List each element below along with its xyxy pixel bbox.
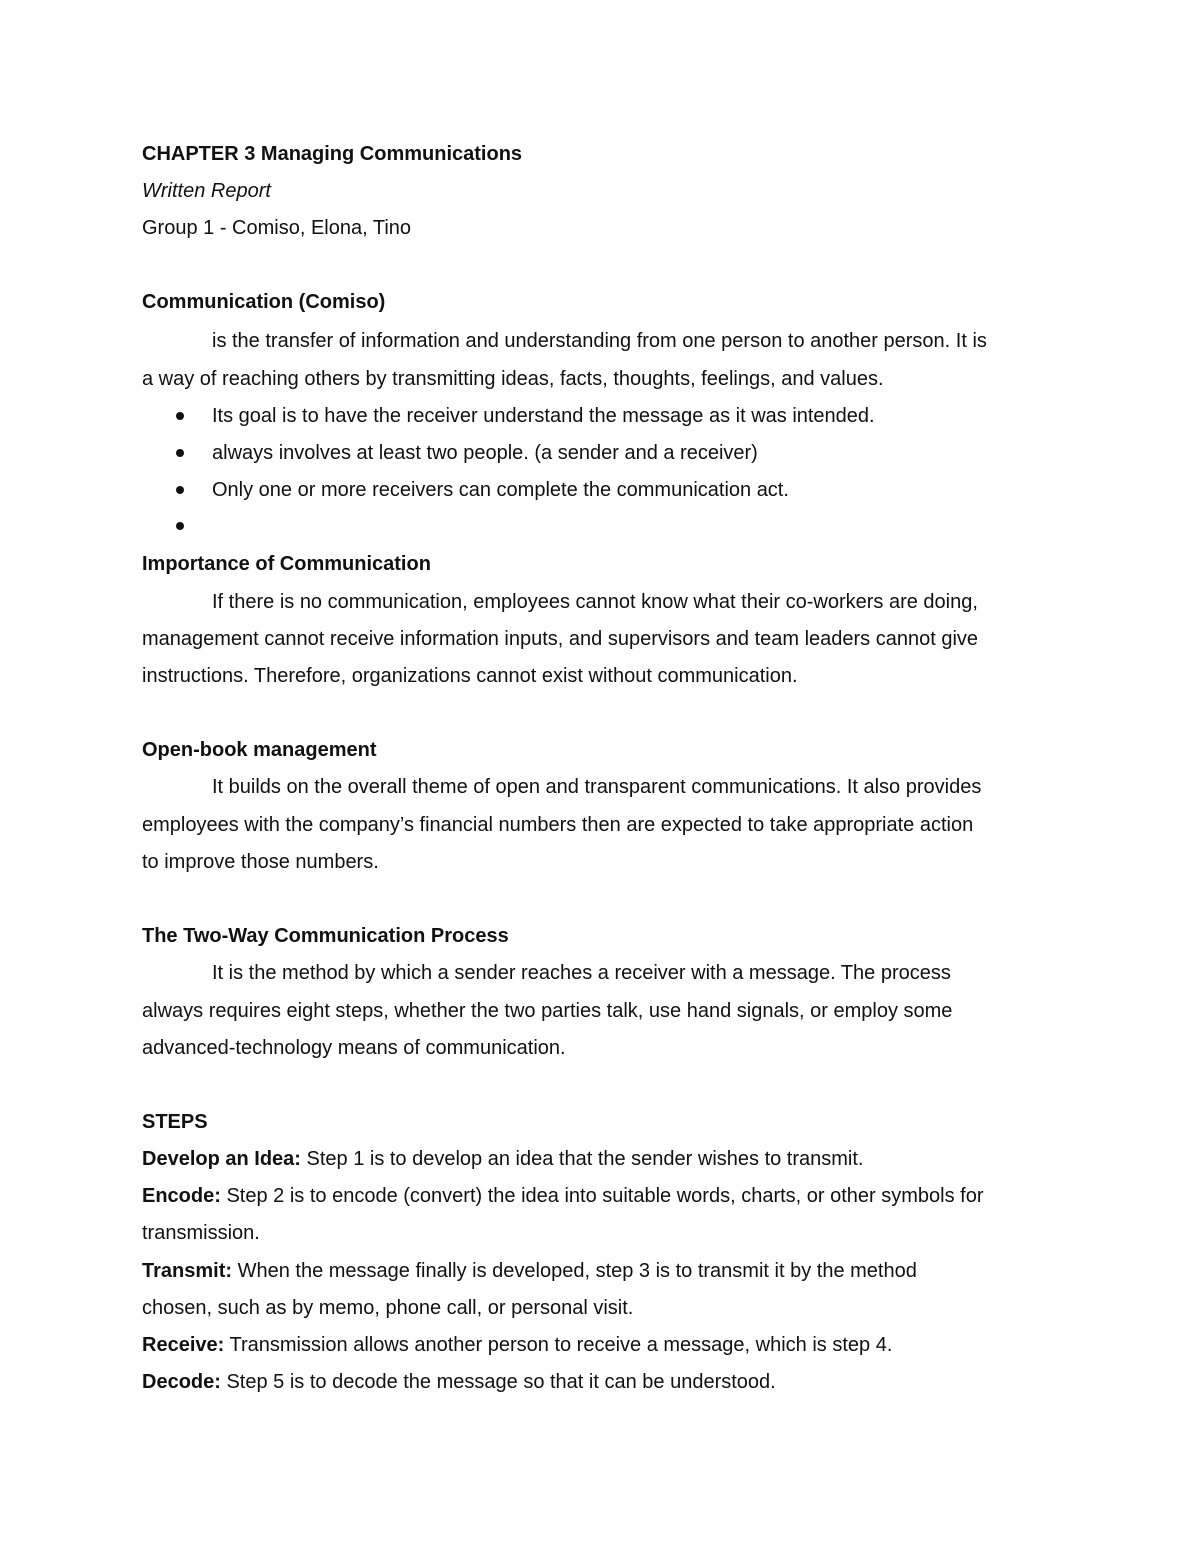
- step-text: chosen, such as by memo, phone call, or personal visit.: [142, 1297, 634, 1319]
- document-title: CHAPTER 3 Managing Communications: [142, 143, 523, 165]
- step-text: transmission.: [142, 1222, 260, 1244]
- bullet-icon: [176, 412, 184, 420]
- list-item-text: Its goal is to have the receiver understand the message as it was intended.: [212, 405, 875, 427]
- paragraph-line: It builds on the overall theme of open and transparent communications. It also provides: [212, 776, 982, 798]
- step-text: Step 2 is to encode (convert) the idea into suitable words, charts, or other symbols for: [220, 1185, 984, 1207]
- bullet-icon: [176, 486, 184, 494]
- step-term: Transmit:: [142, 1260, 233, 1282]
- paragraph-line: If there is no communication, employees cannot know what their co-workers are doing,: [212, 591, 978, 613]
- step-item: [142, 1370, 776, 1394]
- section-heading-steps: STEPS: [142, 1111, 208, 1133]
- bullet-icon: [176, 449, 184, 457]
- step-item: [142, 1333, 892, 1357]
- list-item-text: always involves at least two people. (a sender and a receiver): [212, 442, 758, 464]
- document-subtitle: Written Report: [142, 180, 271, 202]
- group-members: Group 1 - Comiso, Elona, Tino: [142, 217, 412, 239]
- step-item: [142, 1147, 864, 1171]
- paragraph-line: management cannot receive information inputs, and supervisors and team leaders cannot give: [142, 628, 979, 650]
- paragraph-line: is the transfer of information and understanding from one person to another person. It is: [212, 330, 987, 352]
- step-text: Step 5 is to decode the message so that it can be understood.: [220, 1371, 776, 1393]
- step-item: [142, 1259, 917, 1283]
- paragraph-line: employees with the company’s financial numbers then are expected to take appropriate action: [142, 814, 974, 836]
- step-item: [142, 1296, 633, 1320]
- step-item: [142, 1184, 984, 1208]
- step-term: Encode:: [142, 1185, 221, 1207]
- step-term: Develop an Idea:: [142, 1148, 301, 1170]
- section-heading-importance: Importance of Communication: [142, 553, 431, 575]
- paragraph-line: advanced-technology means of communication.: [142, 1037, 566, 1059]
- step-term: Receive:: [142, 1334, 225, 1356]
- paragraph-line: to improve those numbers.: [142, 851, 379, 873]
- step-term: Decode:: [142, 1371, 221, 1393]
- paragraph-line: always requires eight steps, whether the two parties talk, use hand signals, or employ some: [142, 1000, 953, 1022]
- list-item-text: Only one or more receivers can complete the communication act.: [212, 479, 789, 501]
- paragraph-line: It is the method by which a sender reaches a receiver with a message. The process: [212, 962, 951, 984]
- step-item: [142, 1221, 260, 1245]
- section-heading-communication: Communication (Comiso): [142, 291, 386, 313]
- section-heading-two-way: The Two-Way Communication Process: [142, 925, 509, 947]
- paragraph-line: instructions. Therefore, organizations cannot exist without communication.: [142, 665, 798, 687]
- step-text: Transmission allows another person to receive a message, which is step 4.: [224, 1334, 893, 1356]
- section-heading-open-book: Open-book management: [142, 739, 377, 761]
- step-text: Step 1 is to develop an idea that the sender wishes to transmit.: [300, 1148, 864, 1170]
- paragraph-line: a way of reaching others by transmitting ideas, facts, thoughts, feelings, and values.: [142, 368, 884, 390]
- step-text: When the message finally is developed, step 3 is to transmit it by the method: [232, 1260, 917, 1282]
- bullet-icon: [176, 522, 184, 530]
